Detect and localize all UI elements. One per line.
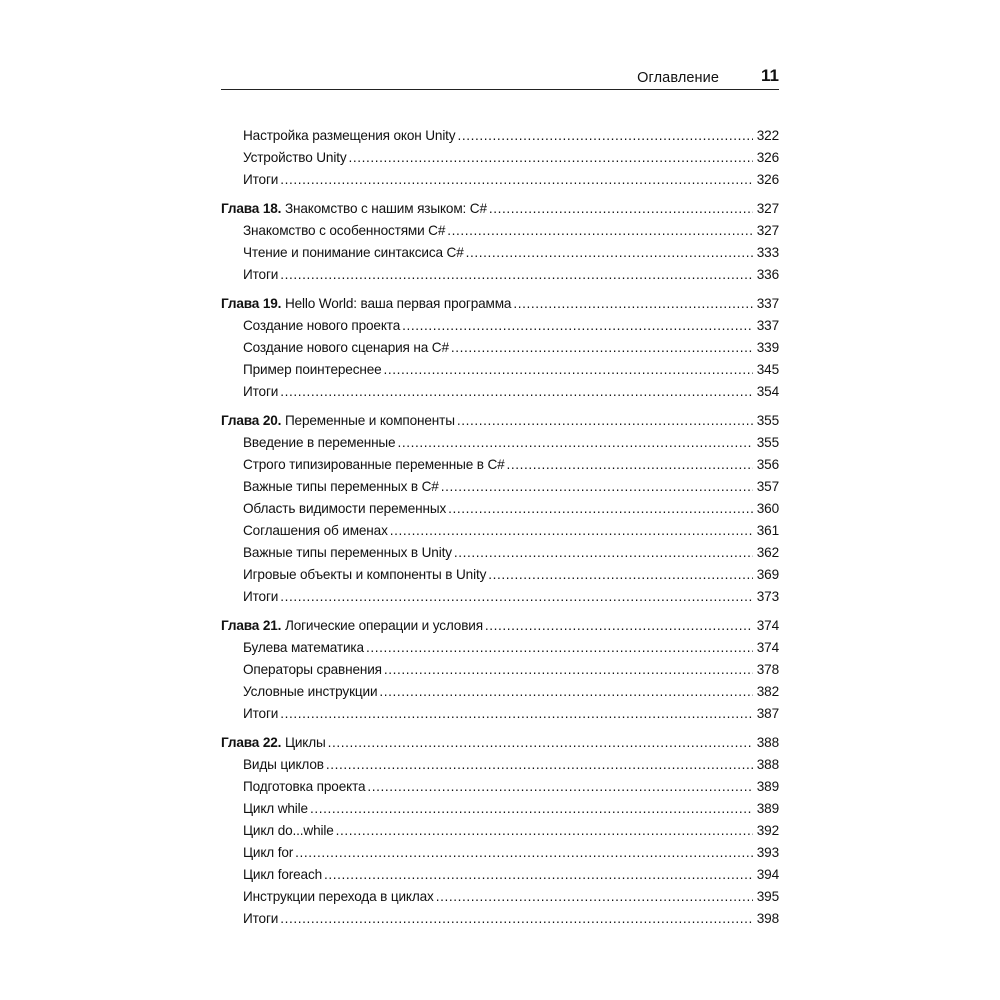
toc-entry[interactable] bbox=[221, 864, 779, 886]
chapter-page: 355 bbox=[756, 413, 779, 428]
toc-entry-page: 395 bbox=[756, 889, 779, 904]
dot-leader bbox=[454, 542, 753, 564]
toc-entry-title: Итоги bbox=[243, 911, 279, 926]
toc-entry[interactable] bbox=[221, 908, 779, 930]
toc-entry-title: Знакомство с особенностями C# bbox=[243, 223, 446, 238]
dot-leader bbox=[295, 842, 753, 864]
toc-entry-title: Соглашения об именах bbox=[243, 523, 388, 538]
dot-leader bbox=[489, 198, 753, 220]
table-of-contents bbox=[221, 125, 779, 930]
dot-leader bbox=[326, 754, 753, 776]
toc-entry[interactable] bbox=[221, 476, 779, 498]
toc-entry-page: 362 bbox=[756, 545, 779, 560]
toc-entry-title: Пример поинтереснее bbox=[243, 362, 382, 377]
dot-leader bbox=[384, 659, 753, 681]
toc-entry[interactable] bbox=[221, 586, 779, 608]
toc-entry[interactable] bbox=[221, 359, 779, 381]
toc-entry-title: Область видимости переменных bbox=[243, 501, 447, 516]
chapter-title: Логические операции и условия bbox=[284, 618, 483, 633]
dot-leader bbox=[328, 732, 753, 754]
toc-chapter-18 bbox=[221, 198, 779, 286]
toc-entry-title: Цикл while bbox=[243, 801, 308, 816]
toc-chapter-19 bbox=[221, 293, 779, 403]
dot-leader bbox=[280, 381, 753, 403]
toc-entry-page: 345 bbox=[756, 362, 779, 377]
toc-entry-title: Итоги bbox=[243, 589, 279, 604]
page-number: 11 bbox=[761, 66, 779, 85]
chapter-label: Глава 18. bbox=[221, 201, 282, 216]
toc-entry-title: Введение в переменные bbox=[243, 435, 396, 450]
toc-entry-title: Итоги bbox=[243, 706, 279, 721]
page-header bbox=[221, 66, 779, 90]
chapter-heading[interactable] bbox=[221, 410, 779, 432]
toc-entry-page: 356 bbox=[756, 457, 779, 472]
dot-leader bbox=[310, 798, 753, 820]
chapter-label: Глава 21. bbox=[221, 618, 282, 633]
toc-entry-title: Итоги bbox=[243, 384, 279, 399]
toc-entry-title: Цикл for bbox=[243, 845, 294, 860]
toc-entry[interactable] bbox=[221, 703, 779, 725]
toc-chapter-21 bbox=[221, 615, 779, 725]
toc-entry[interactable] bbox=[221, 681, 779, 703]
toc-entry[interactable] bbox=[221, 820, 779, 842]
toc-entry[interactable] bbox=[221, 659, 779, 681]
toc-entry-title: Операторы сравнения bbox=[243, 662, 382, 677]
toc-entry-page: 327 bbox=[756, 223, 779, 238]
dot-leader bbox=[348, 147, 753, 169]
dot-leader bbox=[402, 315, 753, 337]
toc-entry-page: 389 bbox=[756, 779, 779, 794]
dot-leader bbox=[397, 432, 753, 454]
toc-entry-page: 378 bbox=[756, 662, 779, 677]
toc-entry-title: Цикл do...while bbox=[243, 823, 334, 838]
toc-entry[interactable] bbox=[221, 125, 779, 147]
toc-entry-page: 326 bbox=[756, 150, 779, 165]
chapter-label: Глава 19. bbox=[221, 296, 282, 311]
toc-entry[interactable] bbox=[221, 169, 779, 191]
toc-entry[interactable] bbox=[221, 637, 779, 659]
toc-entry-title: Игровые объекты и компоненты в Unity bbox=[243, 567, 487, 582]
dot-leader bbox=[466, 242, 753, 264]
dot-leader bbox=[336, 820, 753, 842]
toc-entry[interactable] bbox=[221, 454, 779, 476]
toc-entry-page: 354 bbox=[756, 384, 779, 399]
toc-entry-page: 394 bbox=[756, 867, 779, 882]
dot-leader bbox=[488, 564, 753, 586]
toc-entry-page: 389 bbox=[756, 801, 779, 816]
dot-leader bbox=[366, 637, 753, 659]
toc-entry[interactable] bbox=[221, 542, 779, 564]
chapter-page: 388 bbox=[756, 735, 779, 750]
toc-entry-title: Итоги bbox=[243, 267, 279, 282]
toc-entry-title: Строго типизированные переменные в C# bbox=[243, 457, 505, 472]
toc-entry-title: Итоги bbox=[243, 172, 279, 187]
toc-entry-title: Условные инструкции bbox=[243, 684, 378, 699]
dot-leader bbox=[390, 520, 753, 542]
toc-entry[interactable] bbox=[221, 432, 779, 454]
toc-entry-page: 361 bbox=[756, 523, 779, 538]
dot-leader bbox=[451, 337, 753, 359]
toc-entry[interactable] bbox=[221, 886, 779, 908]
chapter-title: Знакомство с нашим языком: C# bbox=[284, 201, 487, 216]
toc-entry-page: 336 bbox=[756, 267, 779, 282]
dot-leader bbox=[436, 886, 753, 908]
toc-entry-title: Инструкции перехода в циклах bbox=[243, 889, 434, 904]
toc-entry-title: Создание нового сценария на C# bbox=[243, 340, 449, 355]
toc-entry-page: 393 bbox=[756, 845, 779, 860]
toc-entry[interactable] bbox=[221, 147, 779, 169]
dot-leader bbox=[280, 169, 753, 191]
toc-entry-page: 382 bbox=[756, 684, 779, 699]
toc-entry-title: Подготовка проекта bbox=[243, 779, 366, 794]
dot-leader bbox=[513, 293, 753, 315]
chapter-title: Циклы bbox=[284, 735, 326, 750]
toc-entry-page: 333 bbox=[756, 245, 779, 260]
chapter-heading[interactable] bbox=[221, 732, 779, 754]
toc-entry-title: Важные типы переменных в C# bbox=[243, 479, 439, 494]
chapter-heading[interactable] bbox=[221, 615, 779, 637]
toc-entry[interactable] bbox=[221, 564, 779, 586]
dot-leader bbox=[457, 410, 753, 432]
running-header-title: Оглавление bbox=[637, 70, 720, 86]
toc-entry[interactable] bbox=[221, 337, 779, 359]
toc-entry-page: 388 bbox=[756, 757, 779, 772]
toc-chapter-22 bbox=[221, 732, 779, 930]
toc-group bbox=[221, 125, 779, 191]
toc-entry-title: Создание нового проекта bbox=[243, 318, 401, 333]
chapter-page: 327 bbox=[756, 201, 779, 216]
dot-leader bbox=[379, 681, 753, 703]
toc-entry-title: Цикл foreach bbox=[243, 867, 322, 882]
toc-entry[interactable] bbox=[221, 520, 779, 542]
toc-entry-page: 360 bbox=[756, 501, 779, 516]
toc-entry-title: Чтение и понимание синтаксиса C# bbox=[243, 245, 464, 260]
toc-entry-page: 357 bbox=[756, 479, 779, 494]
toc-entry[interactable] bbox=[221, 381, 779, 403]
toc-entry-page: 355 bbox=[756, 435, 779, 450]
dot-leader bbox=[457, 125, 753, 147]
dot-leader bbox=[447, 220, 753, 242]
toc-entry-page: 392 bbox=[756, 823, 779, 838]
dot-leader bbox=[485, 615, 753, 637]
dot-leader bbox=[384, 359, 753, 381]
chapter-heading[interactable] bbox=[221, 198, 779, 220]
chapter-title: Hello World: ваша первая программа bbox=[284, 296, 512, 311]
dot-leader bbox=[324, 864, 753, 886]
toc-entry-page: 322 bbox=[756, 128, 779, 143]
chapter-label: Глава 20. bbox=[221, 413, 282, 428]
toc-entry[interactable] bbox=[221, 798, 779, 820]
toc-entry[interactable] bbox=[221, 242, 779, 264]
toc-entry-page: 339 bbox=[756, 340, 779, 355]
chapter-title: Переменные и компоненты bbox=[284, 413, 455, 428]
dot-leader bbox=[280, 908, 753, 930]
toc-chapter-20 bbox=[221, 410, 779, 608]
chapter-heading[interactable] bbox=[221, 293, 779, 315]
toc-entry[interactable] bbox=[221, 220, 779, 242]
dot-leader bbox=[441, 476, 753, 498]
toc-entry-title: Виды циклов bbox=[243, 757, 324, 772]
chapter-label: Глава 22. bbox=[221, 735, 282, 750]
toc-entry-title: Важные типы переменных в Unity bbox=[243, 545, 452, 560]
chapter-page: 337 bbox=[756, 296, 779, 311]
dot-leader bbox=[280, 586, 753, 608]
toc-entry-page: 387 bbox=[756, 706, 779, 721]
toc-entry-page: 369 bbox=[756, 567, 779, 582]
toc-entry[interactable] bbox=[221, 498, 779, 520]
toc-entry-page: 337 bbox=[756, 318, 779, 333]
dot-leader bbox=[280, 703, 753, 725]
dot-leader bbox=[280, 264, 753, 286]
toc-entry[interactable] bbox=[221, 842, 779, 864]
toc-entry[interactable] bbox=[221, 264, 779, 286]
toc-entry-page: 373 bbox=[756, 589, 779, 604]
dot-leader bbox=[367, 776, 753, 798]
toc-entry[interactable] bbox=[221, 776, 779, 798]
toc-entry-page: 398 bbox=[756, 911, 779, 926]
dot-leader bbox=[448, 498, 753, 520]
toc-entry-page: 326 bbox=[756, 172, 779, 187]
toc-entry-title: Булева математика bbox=[243, 640, 364, 655]
toc-entry-title: Устройство Unity bbox=[243, 150, 347, 165]
dot-leader bbox=[507, 454, 753, 476]
toc-entry[interactable] bbox=[221, 754, 779, 776]
toc-entry-title: Настройка размещения окон Unity bbox=[243, 128, 456, 143]
toc-entry-page: 374 bbox=[756, 640, 779, 655]
chapter-page: 374 bbox=[756, 618, 779, 633]
toc-entry[interactable] bbox=[221, 315, 779, 337]
